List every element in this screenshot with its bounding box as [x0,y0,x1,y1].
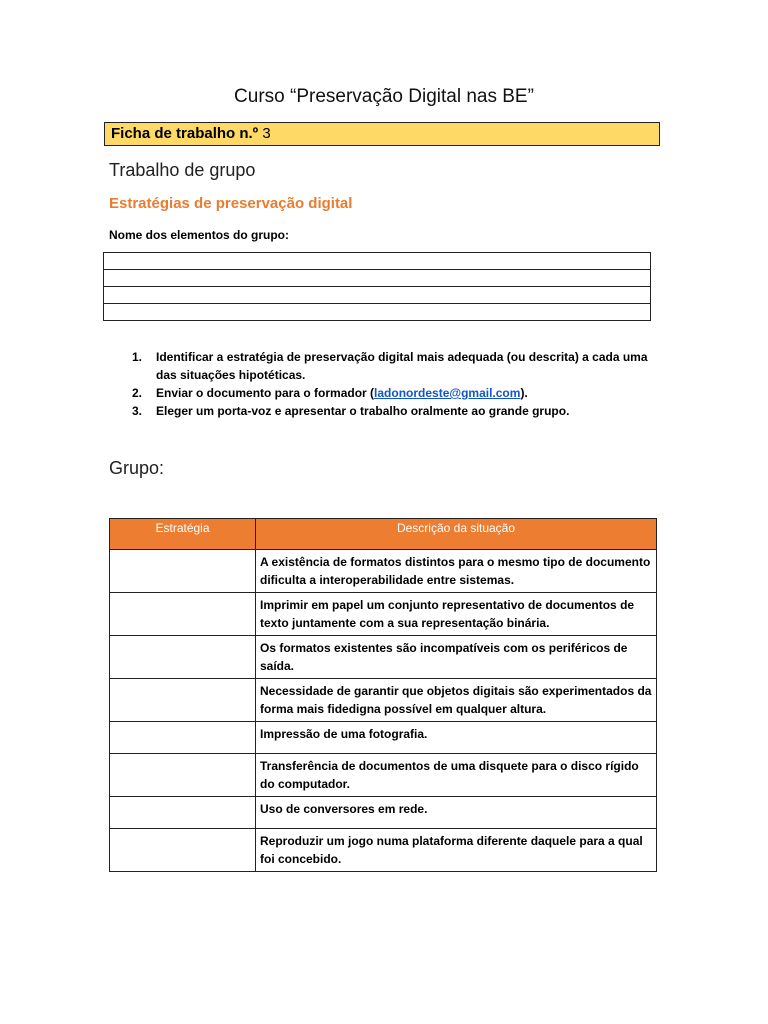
group-heading: Grupo: [109,458,165,478]
table-row [110,797,657,829]
worksheet-label: Ficha de trabalho n.º [111,125,259,142]
task-text: Enviar o documento para o formador ( [156,386,375,400]
strategy-cell[interactable] [110,550,256,593]
description-cell: Imprimir em papel um conjunto representativo de documentos de texto juntamente com a sua representação binária. [256,593,657,636]
table-row [110,593,657,636]
table-row [110,679,657,722]
task-number: 1. [132,350,143,364]
situations-table [109,518,657,872]
column-header-strategy: Estratégia [110,519,256,550]
task-item [132,402,660,420]
member-name-field[interactable] [104,287,651,304]
strategies-heading: Estratégias de preservação digital [109,195,353,212]
member-name-field[interactable] [104,253,651,270]
description-cell: Uso de conversores em rede. [256,797,657,829]
strategy-cell[interactable] [110,593,256,636]
table-row [110,550,657,593]
member-name-field[interactable] [104,270,651,287]
task-item [132,384,660,402]
group-work-heading: Trabalho de grupo [109,160,256,180]
task-text: ). [520,386,528,400]
column-header-description: Descrição da situação [256,519,657,550]
strategy-cell[interactable] [110,722,256,754]
group-members-label: Nome dos elementos do grupo: [109,228,290,242]
description-cell: Necessidade de garantir que objetos digitais são experimentados da forma mais fidedigna possível em qualquer altura. [256,679,657,722]
strategy-cell[interactable] [110,636,256,679]
strategy-cell[interactable] [110,754,256,797]
description-cell: Reproduzir um jogo numa plataforma diferente daquele para a qual foi concebido. [256,829,657,872]
strategy-cell[interactable] [110,797,256,829]
page-title: Curso “Preservação Digital nas BE” [234,86,534,107]
table-row [110,636,657,679]
strategy-cell[interactable] [110,679,256,722]
strategy-cell[interactable] [110,829,256,872]
task-list [132,348,660,420]
task-item [132,348,660,384]
task-text: Eleger um porta-voz e apresentar o trabalho oralmente ao grande grupo. [156,404,570,418]
table-row [110,754,657,797]
email-link[interactable]: ladonordeste@gmail.com [374,386,521,400]
worksheet-number: 3 [262,125,271,142]
table-row [110,722,657,754]
description-cell: Os formatos existentes são incompatíveis com os periféricos de saída. [256,636,657,679]
worksheet-header [104,122,660,146]
task-text: Identificar a estratégia de preservação digital mais adequada (ou descrita) a cada uma das situações hipotéticas. [156,350,648,382]
member-name-field[interactable] [104,304,651,321]
task-number: 2. [132,386,143,400]
description-cell: Transferência de documentos de uma disquete para o disco rígido do computador. [256,754,657,797]
description-cell: A existência de formatos distintos para o mesmo tipo de documento dificulta a interoperabilidade entre sistemas. [256,550,657,593]
table-row [110,829,657,872]
task-number: 3. [132,404,143,418]
description-cell: Impressão de uma fotografia. [256,722,657,754]
group-members-table [103,252,651,321]
